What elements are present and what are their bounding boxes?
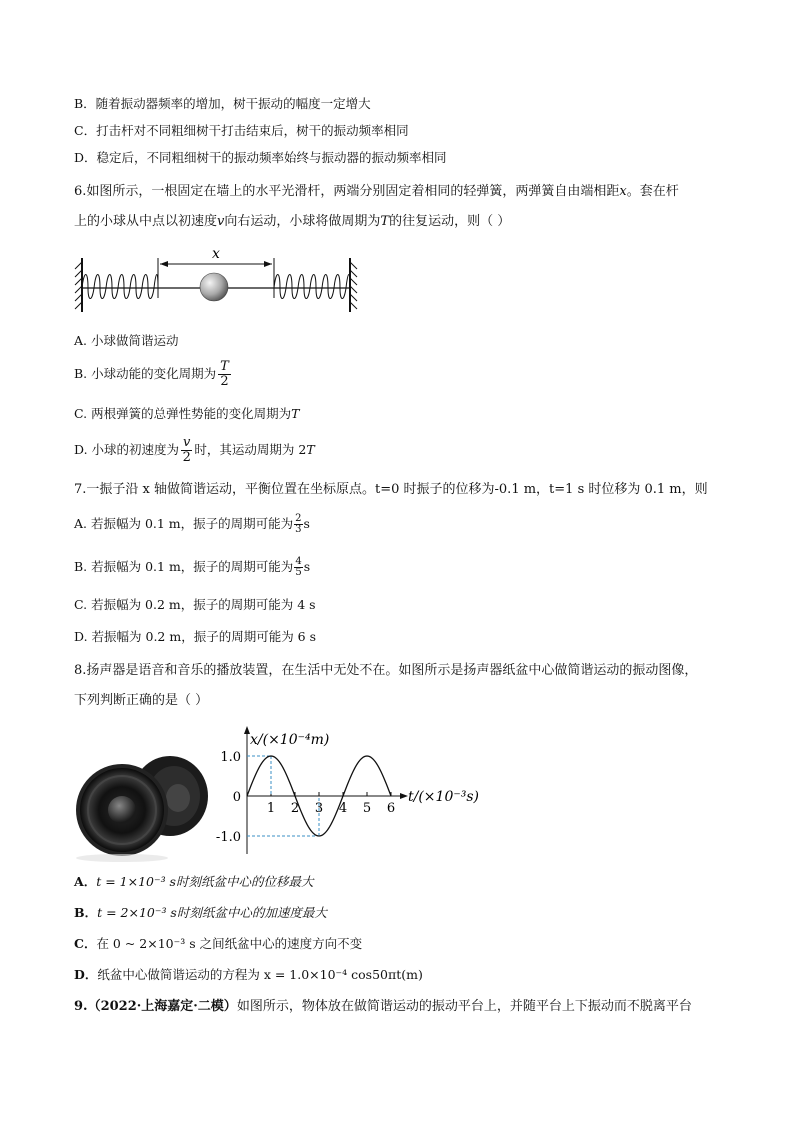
q6-option-d: D. 小球的初速度为 $\frac{v}{2}$ 时，其运动周期为 2T (74, 435, 315, 465)
x-tick-label: 6 (386, 801, 396, 816)
q6-stem-line2: 上的小球从中点以初速度v向右运动，小球将做周期为T的往复运动，则（ ） (74, 214, 511, 229)
fraction-v-over-2: $\frac{v}{2}$ (182, 435, 191, 465)
q5-option-c: C．打击杆对不同粗细树干打击结束后，树干的振动频率相同 (74, 123, 409, 138)
y-tick-label: 1.0 (220, 750, 241, 765)
q8-stem-line2: 下列判断正确的是（ ） (74, 693, 209, 708)
q7-option-d: D. 若振幅为 0.2 m，振子的周期可能为 6 s (74, 629, 317, 644)
q5-option-b: B．随着振动器频率的增加，树干振动的幅度一定增大 (74, 96, 371, 111)
x-tick-label: 2 (290, 801, 300, 816)
dimension-label-x: x (212, 246, 220, 262)
speaker-image (74, 752, 212, 862)
q7-option-b: B. 若振幅为 0.1 m，振子的周期可能为 $\frac{4}{5}$ s (74, 556, 311, 578)
right-spring (274, 275, 350, 299)
vibration-graph (212, 722, 482, 862)
q8-option-c: C．在 0 ~ 2×10⁻³ s 之间纸盆中心的速度方向不变 (74, 936, 363, 951)
q5-option-d: D．稳定后，不同粗细树干的振动频率始终与振动器的振动频率相同 (74, 150, 447, 165)
left-spring (82, 275, 158, 299)
y-axis-label: x/(×10⁻⁴m) (250, 732, 330, 748)
q7-option-c: C. 若振幅为 0.2 m，振子的周期可能为 4 s (74, 597, 316, 612)
q6-stem-line1: 6.如图所示，一根固定在墙上的水平光滑杆，两端分别固定着相同的轻弹簧，两弹簧自由端相距x。套在杆 (74, 184, 679, 199)
q7-stem: 7.一振子沿 x 轴做简谐运动，平衡位置在坐标原点。t=0 时振子的位移为-0.1 m，t=1 s 时位移为 0.1 m，则 (74, 482, 708, 497)
q8-stem-line1: 8.扬声器是语音和音乐的播放装置，在生活中无处不在。如图所示是扬声器纸盆中心做简谐运动的振动图像， (74, 663, 698, 678)
spring-rod-figure (74, 240, 364, 320)
q6-option-c: C. 两根弹簧的总弹性势能的变化周期为T (74, 406, 300, 421)
y-axis-arrow (244, 726, 250, 734)
q6-option-a: A. 小球做简谐运动 (74, 333, 179, 348)
q6-option-b: B. 小球动能的变化周期为 $\frac{T}{2}$ (74, 359, 229, 389)
q9-stem: 9.（2022·上海嘉定·二模）如图所示，物体放在做简谐运动的振动平台上，并随平台上下振动而不脱离平台 (74, 999, 692, 1014)
q8-option-a: A．t = 1×10⁻³ s时刻纸盆中心的位移最大 (74, 874, 314, 889)
ball (200, 273, 228, 301)
x-tick-label: 3 (314, 801, 324, 816)
y-tick-label: 0 (232, 790, 241, 805)
q8-option-d: D．纸盆中心做简谐运动的方程为 x = 1.0×10⁻⁴ cos50πt(m) (74, 967, 423, 982)
x-axis-label: t/(×10⁻³s) (408, 789, 479, 805)
fraction-t-over-2: $\frac{T}{2}$ (220, 359, 229, 389)
y-tick-label: -1.0 (215, 830, 241, 845)
q7-option-a: A. 若振幅为 0.1 m，振子的周期可能为 $\frac{2}{3}$ s (74, 513, 310, 535)
x-tick-label: 4 (338, 801, 348, 816)
x-tick-label: 5 (362, 801, 372, 816)
x-axis-arrow (400, 793, 408, 799)
q8-option-b: B．t = 2×10⁻³ s时刻纸盆中心的加速度最大 (74, 905, 327, 920)
x-tick-label: 1 (266, 801, 276, 816)
